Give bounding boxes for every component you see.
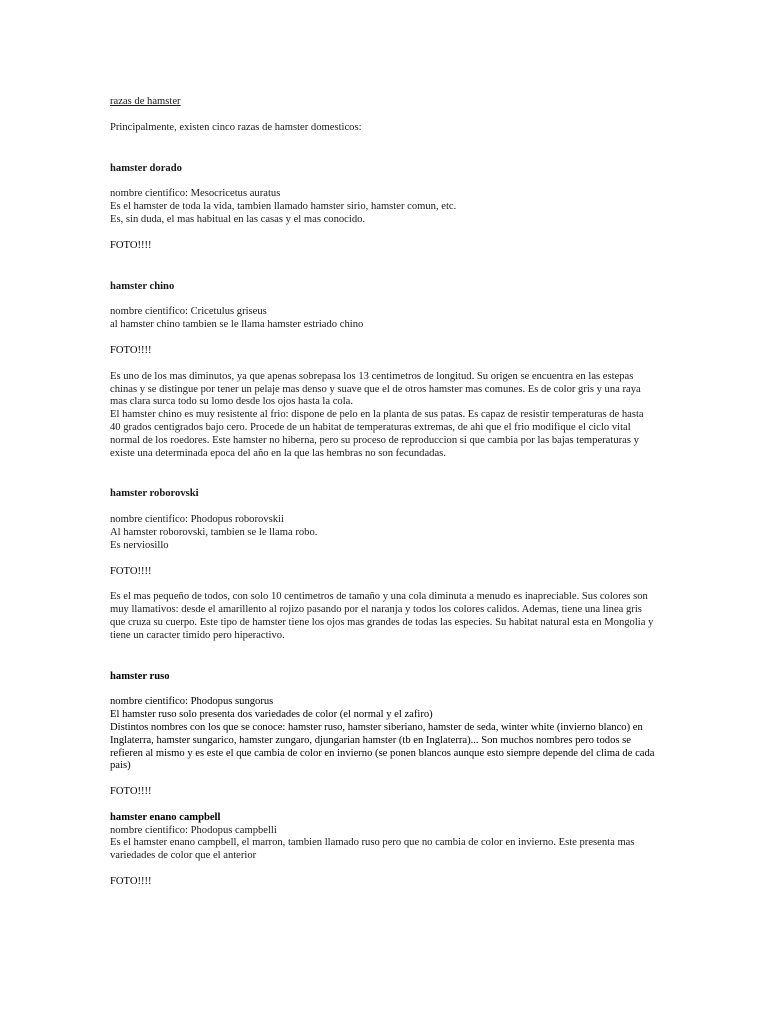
campbell-line-1: nombre cientifico: Phodopus campbelli (110, 824, 277, 836)
ruso-line-2: El hamster ruso solo presenta dos variedades de color (el normal y el zafiro) (110, 709, 433, 721)
document-page (110, 96, 655, 889)
chino-paragraph-1: Es uno de los mas diminutos, ya que apenas sobrepasa los 13 centimetros de longitud. Su origen se encuentra en las estepas chinas y se distingue por tener un pelaje mas denso y suave que el de otros hamster mas comunes. Es de color gris y una raya mas clara surca todo su lomo desde los ojos hasta la cola. (110, 370, 641, 408)
document-title: razas de hamster (110, 96, 181, 107)
ruso-line-1: nombre cientifico: Phodopus sungorus (110, 696, 274, 708)
section-heading-dorado: hamster dorado (110, 162, 182, 174)
roborovski-line-2: Al hamster roborovski, tambien se le llama robo. (110, 526, 318, 538)
ruso-paragraph: Distintos nombres con los que se conoce: hamster ruso, hamster siberiano, hamster de seda, winter white (invierno blanco) en Inglaterra, hamster sungarico, hamster zungaro, djungarian hamster (tb en Inglaterra)... Son muchos nombres pero todos se refieren al mismo y es este el que cambia de color en invierno (se ponen blancos aunque esto siempre depende del clima de cada pais) (110, 721, 655, 772)
chino-paragraph-2: El hamster chino es muy resistente al frio: dispone de pelo en la planta de sus patas. Es capaz de resistir temperaturas de hasta 40 grados centigrados bajo cero. Procede de un habitat de temperaturas extremas, de ahi que el frio modifique el ciclo vital normal de los roedores. Este hamster no hiberna, pero su proceso de reproduccion si que cambia por las bajas temperaturas y existe una determinada epoca del año en la que las hembras no son fecundadas. (110, 409, 644, 459)
photo-placeholder: FOTO!!!! (110, 876, 152, 888)
section-heading-ruso: hamster ruso (110, 670, 170, 682)
chino-line-1: nombre cientifico: Cricetulus griseus (110, 306, 267, 318)
photo-placeholder: FOTO!!!! (110, 565, 152, 577)
roborovski-paragraph: Es el mas pequeño de todos, con solo 10 centimetros de tamaño y una cola diminuta a menudo es inapreciable. Sus colores son muy llamativos: desde el amarillento al rojizo pasando por el naranja y todos los colores calidos. Ademas, tiene una linea gris que cruza su cuerpo. Este tipo de hamster tiene los ojos mas grandes de todas las especies. Su habitat natural esta en Mongolia y tiene un caracter timido pero hiperactivo. (110, 591, 654, 641)
photo-placeholder: FOTO!!!! (110, 239, 152, 251)
section-heading-chino: hamster chino (110, 280, 175, 292)
roborovski-line-1: nombre cientifico: Phodopus roborovskii (110, 514, 284, 526)
chino-line-2: al hamster chino tambien se le llama hamster estriado chino (110, 319, 364, 331)
dorado-line-1: nombre cientifico: Mesocricetus auratus (110, 188, 281, 200)
roborovski-line-3: Es nerviosillo (110, 539, 169, 551)
photo-placeholder: FOTO!!!! (110, 344, 152, 356)
section-heading-campbell: hamster enano campbell (110, 811, 221, 823)
intro-text: Principalmente, existen cinco razas de hamster domesticos: (110, 121, 362, 133)
photo-placeholder: FOTO!!!! (110, 786, 152, 798)
section-heading-roborovski: hamster roborovski (110, 488, 199, 500)
dorado-line-2: Es el hamster de toda la vida, tambien llamado hamster sirio, hamster comun, etc. (110, 201, 457, 213)
dorado-line-3: Es, sin duda, el mas habitual en las casas y el mas conocido. (110, 213, 366, 225)
campbell-paragraph: Es el hamster enano campbell, el marron, tambien llamado ruso pero que no cambia de color en invierno. Este presenta mas variedades de color que el anterior (110, 837, 635, 862)
